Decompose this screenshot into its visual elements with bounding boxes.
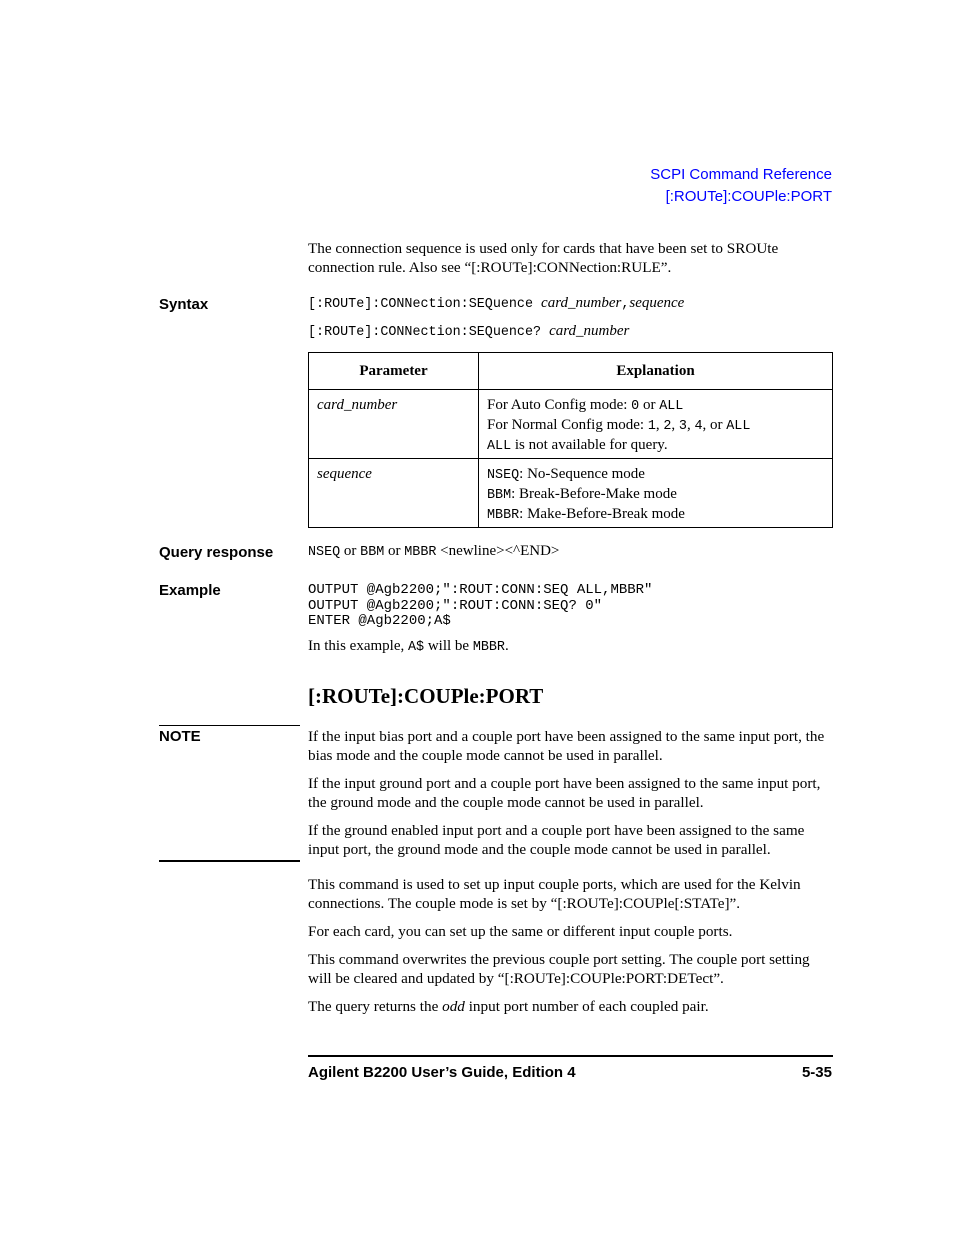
intro-paragraph [308, 239, 834, 277]
note-paragraph-2: If the input ground port and a couple port have been assigned to the same input port, the ground mode and the couple mode cannot be used in parallel. [308, 775, 821, 811]
syntax-label: Syntax [159, 296, 209, 313]
explanation-line [487, 465, 824, 485]
query-response-text [308, 543, 559, 560]
parameter-table [308, 352, 833, 528]
body-paragraph-4 [308, 997, 834, 1016]
table-cell-explanation [479, 459, 833, 528]
text: <newline><^END> [436, 543, 560, 559]
intro-line-1: The connection sequence is used only for cards that have been set to SROUte [308, 240, 779, 257]
explanation-line [487, 485, 824, 505]
example-note [308, 638, 509, 655]
code-value: MBBR [404, 545, 437, 560]
syntax-line-2 [308, 323, 629, 340]
syntax-line-1 [308, 295, 684, 312]
text: : Break-Before-Make mode [511, 486, 677, 502]
table-cell-explanation [479, 390, 833, 459]
text: or [384, 543, 405, 559]
emphasis: odd [442, 998, 465, 1015]
text: For Auto Config mode: [487, 397, 632, 413]
text: : No-Sequence mode [519, 466, 645, 482]
explanation-line [487, 416, 824, 436]
note-paragraph-3: If the ground enabled input port and a couple port have been assigned to the same input port, the ground mode and the couple mode cannot be used in parallel. [308, 822, 805, 858]
query-response-label: Query response [159, 544, 274, 561]
code-value: ALL [659, 399, 684, 414]
text: , [671, 417, 679, 433]
footer-title: Agilent B2200 User’s Guide, Edition 4 [308, 1064, 576, 1081]
text: , [655, 417, 664, 433]
footer-rule [308, 1055, 833, 1057]
note-paragraph-1: If the input bias port and a couple port have been assigned to the same input port, the bias mode and the couple mode cannot be used in parallel. [308, 728, 825, 764]
note-bottom-rule [159, 860, 300, 862]
code-value: ALL [487, 439, 512, 454]
syntax-arg-card-number: card_number [541, 295, 622, 311]
explanation-sequence [479, 459, 832, 527]
code-line: OUTPUT @Agb2200;":ROUT:CONN:SEQ ALL,MBBR" [308, 582, 653, 598]
example-code-block [308, 583, 652, 630]
intro-line-2: connection rule. Also see “[:ROUTe]:CONNection:RULE”. [308, 259, 672, 276]
code-line: ENTER @Agb2200;A$ [308, 613, 451, 629]
table-header-parameter: Parameter [309, 353, 479, 390]
table-cell-param [309, 459, 479, 528]
note-top-rule [159, 725, 300, 726]
explanation-line [487, 436, 824, 456]
body-paragraph-1: This command is used to set up input couple ports, which are used for the Kelvin connections. The couple mode is set by “[:ROUTe]:COUPle[:STATe]”. [308, 876, 801, 912]
example-label: Example [159, 582, 221, 599]
code-value: BBM [360, 545, 385, 560]
table-header-explanation: Explanation [479, 353, 833, 390]
explanation-line [487, 505, 824, 525]
text: input port number of each coupled pair. [464, 998, 709, 1015]
code-value: 4 [694, 419, 703, 434]
footer-page-number: 5-35 [801, 1064, 832, 1081]
text: In this example, [308, 638, 408, 654]
text: or [340, 543, 361, 559]
running-header-section: [:ROUTe]:COUPle:PORT [665, 188, 832, 205]
explanation-card-number [479, 390, 832, 458]
code-value: 0 [631, 399, 640, 414]
code-value: 3 [678, 419, 687, 434]
text: . [504, 638, 509, 654]
text: The query returns the [308, 998, 443, 1015]
explanation-line [487, 396, 824, 416]
code-value: A$ [407, 640, 425, 655]
code-value: ALL [726, 419, 751, 434]
table-row [309, 390, 833, 459]
text: : Make-Before-Break mode [519, 506, 685, 522]
code-value: MBBR [487, 508, 520, 523]
code-value: BBM [487, 488, 512, 503]
table-cell-param [309, 390, 479, 459]
code-value: 1 [647, 419, 656, 434]
code-line: OUTPUT @Agb2200;":ROUT:CONN:SEQ? 0" [308, 597, 603, 614]
syntax-query-command: [:ROUTe]:CONNection:SEQuence? [308, 325, 550, 340]
code-value: NSEQ [308, 545, 341, 560]
table-row [309, 459, 833, 528]
syntax-query-arg: card_number [549, 323, 630, 339]
table-header-row [309, 353, 833, 390]
text: , or [702, 417, 727, 433]
syntax-comma: , [621, 297, 630, 312]
param-card-number: card_number [317, 397, 398, 413]
code-value: MBBR [472, 640, 505, 655]
param-sequence: sequence [317, 466, 372, 482]
running-header-chapter: SCPI Command Reference [650, 166, 832, 183]
body-paragraph-2: For each card, you can set up the same or different input couple ports. [308, 923, 733, 940]
syntax-command: [:ROUTe]:CONNection:SEQuence [308, 297, 542, 312]
text: is not available for query. [511, 437, 668, 453]
code-value: NSEQ [487, 468, 520, 483]
text: will be [424, 638, 473, 654]
code-value: 2 [663, 419, 672, 434]
text: or [639, 397, 660, 413]
note-label: NOTE [159, 728, 201, 745]
text: For Normal Config mode: [487, 417, 648, 433]
body-paragraph-3: This command overwrites the previous couple port setting. The couple port setting will be cleared and updated by “[:ROUTe]:COUPle:PORT:DETect”. [308, 951, 810, 987]
text: , [686, 417, 695, 433]
section-heading: [:ROUTe]:COUPle:PORT [308, 684, 544, 708]
syntax-arg-sequence: sequence [629, 295, 685, 311]
